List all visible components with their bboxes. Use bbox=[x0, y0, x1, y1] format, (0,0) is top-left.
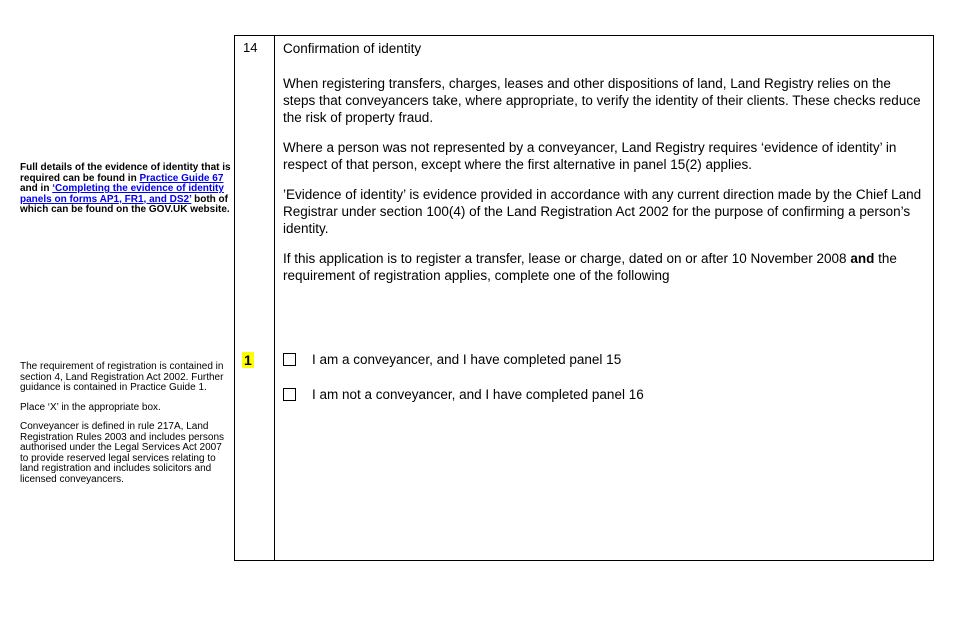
panel-paragraph-4 bbox=[283, 250, 923, 284]
evidence-side-note bbox=[20, 163, 232, 216]
para4-text-after: the requirement of registration applies, complete one of the following bbox=[283, 251, 897, 283]
not-conveyancer-checkbox[interactable] bbox=[283, 388, 296, 401]
evidence-note-text-before: Full details of the evidence of identity that is required can be found in bbox=[20, 162, 231, 184]
para4-bold-and: and bbox=[850, 251, 875, 266]
conveyancer-checkbox[interactable] bbox=[283, 353, 296, 366]
evidence-note-text-mid: and in bbox=[20, 183, 53, 194]
para4-text-before: If this application is to register a transfer, lease or charge, dated on or after 10 November 2008 bbox=[283, 251, 851, 266]
evidence-panels-guide-link[interactable]: ‘Completing the evidence of identity panels on forms AP1, FR1, and DS2’ bbox=[20, 183, 224, 205]
option-conveyancer[interactable] bbox=[283, 352, 621, 367]
evidence-note-text-after: both of which can be found on the GOV.UK website. bbox=[20, 193, 230, 215]
panel-title: Confirmation of identity bbox=[283, 41, 422, 56]
conveyancer-definition-note: Conveyancer is defined in rule 217A, Land Registration Rules 2003 and includes persons authorised under the Legal Services Act 2007 to provide reserved legal services relating to land registration and includes solicitors and licensed conveyancers. bbox=[20, 421, 225, 485]
place-x-note: Place ‘X’ in the appropriate box. bbox=[20, 401, 161, 413]
not-conveyancer-option-label: I am not a conveyancer, and I have completed panel 16 bbox=[312, 387, 644, 402]
panel-divider bbox=[274, 36, 275, 560]
conveyancer-option-label: I am a conveyancer, and I have completed panel 15 bbox=[312, 352, 622, 367]
panel-body bbox=[283, 40, 923, 297]
highlight-marker: 1 bbox=[244, 352, 252, 368]
registration-side-notes bbox=[20, 362, 232, 494]
panel-number: 14 bbox=[243, 40, 258, 55]
panel-paragraph-3: ’Evidence of identity’ is evidence provided in accordance with any current direction made by the Chief Land Registrar under section 100(4) of the Land Registration Act 2002 for the purpose of confirming a person’s identity. bbox=[283, 187, 922, 236]
panel-paragraph-2: Where a person was not represented by a conveyancer, Land Registry requires ‘evidence of identity’ in respect of that person, except where the first alternative in panel 15(2) applies. bbox=[283, 140, 897, 172]
practice-guide-67-link[interactable]: Practice Guide 67 bbox=[139, 172, 224, 184]
registration-requirement-note: The requirement of registration is contained in section 4, Land Registration Act 2002. Further guidance is contained in Practice Guide 1. bbox=[20, 361, 224, 393]
panel-14 bbox=[234, 35, 934, 561]
panel-paragraph-1: When registering transfers, charges, leases and other dispositions of land, Land Registry relies on the steps that conveyancers take, where appropriate, to verify the identity of their clients. These checks reduce the risk of property fraud. bbox=[283, 76, 921, 125]
option-not-conveyancer[interactable] bbox=[283, 387, 644, 402]
